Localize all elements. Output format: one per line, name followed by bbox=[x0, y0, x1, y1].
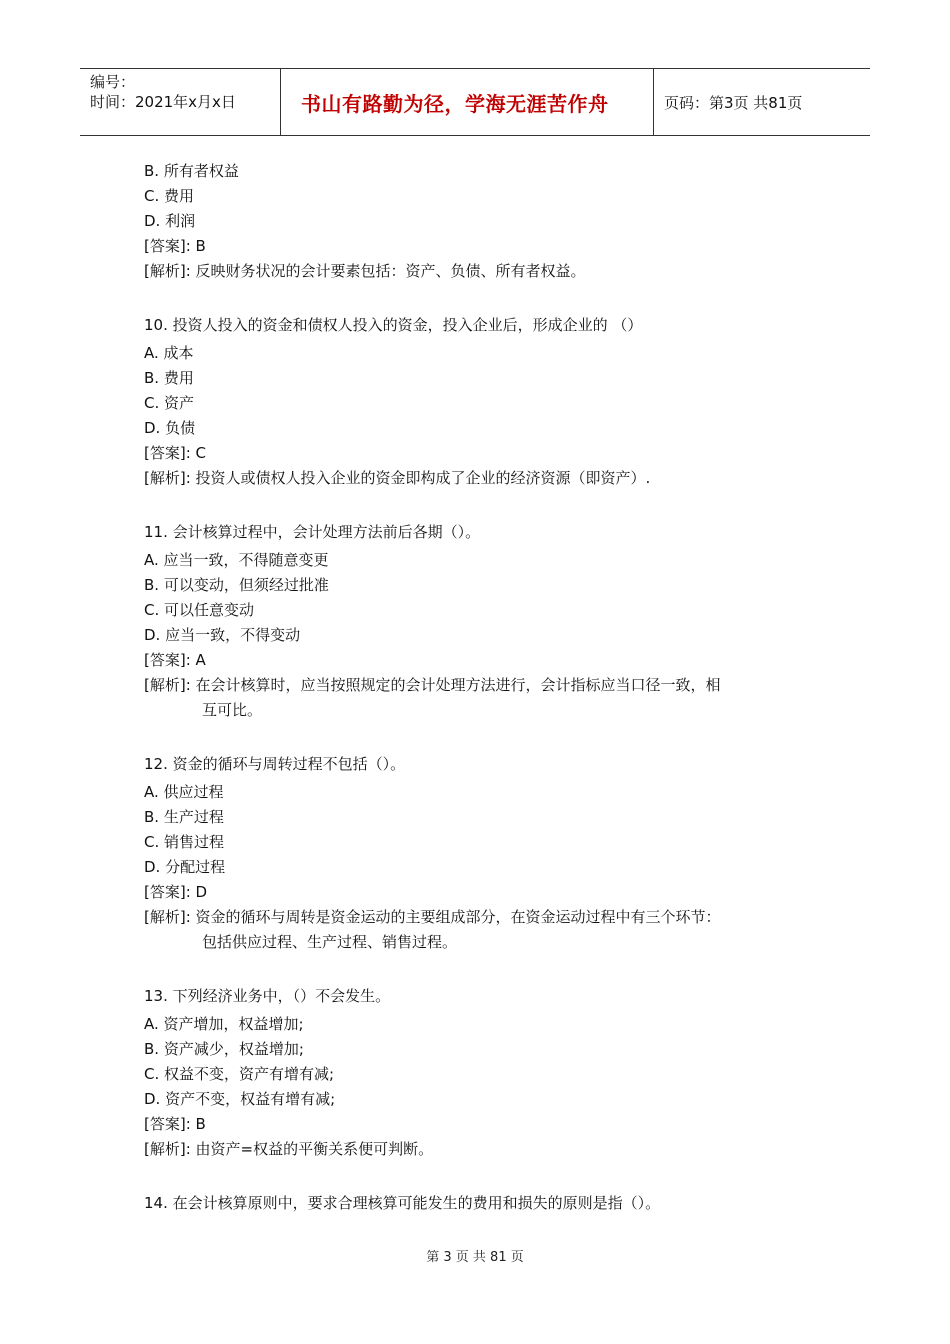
answer: [答案]: B bbox=[144, 1115, 206, 1133]
option-a: A. 应当一致，不得随意变更 bbox=[144, 551, 329, 569]
option-d: D. 分配过程 bbox=[144, 858, 226, 876]
header-meta bbox=[80, 69, 281, 135]
header-motto-cell bbox=[281, 69, 654, 135]
question-10: 10. 投资人投入的资金和债权人投入的资金，投入企业后，形成企业的 （） bbox=[144, 316, 643, 334]
page-header bbox=[80, 68, 870, 136]
option-c: C. 可以任意变动 bbox=[144, 601, 255, 619]
explanation: [解析]: 投资人或债权人投入企业的资金即构成了企业的经济资源（即资产）. bbox=[144, 469, 651, 487]
answer: [答案]: C bbox=[144, 444, 206, 462]
option-c: C. 资产 bbox=[144, 394, 195, 412]
option-d: D. 负债 bbox=[144, 419, 196, 437]
option-a: A. 资产增加，权益增加; bbox=[144, 1015, 304, 1033]
option-c: C. 销售过程 bbox=[144, 833, 225, 851]
option-c: C. 权益不变，资产有增有减; bbox=[144, 1065, 335, 1083]
answer: [答案]: B bbox=[144, 237, 206, 255]
option-a: A. 成本 bbox=[144, 344, 194, 362]
explanation-continued: 包括供应过程、生产过程、销售过程。 bbox=[202, 933, 458, 951]
question-13: 13. 下列经济业务中，（）不会发生。 bbox=[144, 987, 391, 1005]
time-label: 时间：2021年x月x日 bbox=[90, 93, 236, 111]
explanation: [解析]: 反映财务状况的会计要素包括：资产、负债、所有者权益。 bbox=[144, 262, 586, 280]
option-b: B. 费用 bbox=[144, 369, 194, 387]
option-d: D. 利润 bbox=[144, 212, 196, 230]
question-12: 12. 资金的循环与周转过程不包括（）。 bbox=[144, 755, 406, 773]
option-b: B. 可以变动，但须经过批准 bbox=[144, 576, 329, 594]
page-footer: 第 3 页 共 81 页 bbox=[426, 1250, 524, 1265]
option-b: B. 所有者权益 bbox=[144, 162, 239, 180]
option-d: D. 资产不变，权益有增有减; bbox=[144, 1090, 336, 1108]
question-11: 11. 会计核算过程中，会计处理方法前后各期（）。 bbox=[144, 523, 481, 541]
question-14: 14. 在会计核算原则中，要求合理核算可能发生的费用和损失的原则是指（）。 bbox=[144, 1194, 661, 1212]
option-d: D. 应当一致，不得变动 bbox=[144, 626, 301, 644]
motto-text: 书山有路勤为径，学海无涯苦作舟 bbox=[301, 91, 609, 116]
explanation-continued: 互可比。 bbox=[202, 701, 263, 719]
option-b: B. 资产减少，权益增加; bbox=[144, 1040, 304, 1058]
option-b: B. 生产过程 bbox=[144, 808, 224, 826]
explanation: [解析]: 在会计核算时，应当按照规定的会计处理方法进行，会计指标应当口径一致，相 bbox=[144, 676, 721, 694]
answer: [答案]: A bbox=[144, 651, 206, 669]
serial-label: 编号： bbox=[90, 73, 136, 91]
document-body bbox=[144, 159, 824, 1219]
option-a: A. 供应过程 bbox=[144, 783, 224, 801]
explanation: [解析]: 由资产=权益的平衡关系便可判断。 bbox=[144, 1140, 434, 1158]
page-label: 页码：第3页 共81页 bbox=[664, 93, 803, 112]
header-page-cell bbox=[654, 69, 870, 135]
explanation: [解析]: 资金的循环与周转是资金运动的主要组成部分，在资金运动过程中有三个环节： bbox=[144, 908, 721, 926]
option-c: C. 费用 bbox=[144, 187, 195, 205]
answer: [答案]: D bbox=[144, 883, 208, 901]
